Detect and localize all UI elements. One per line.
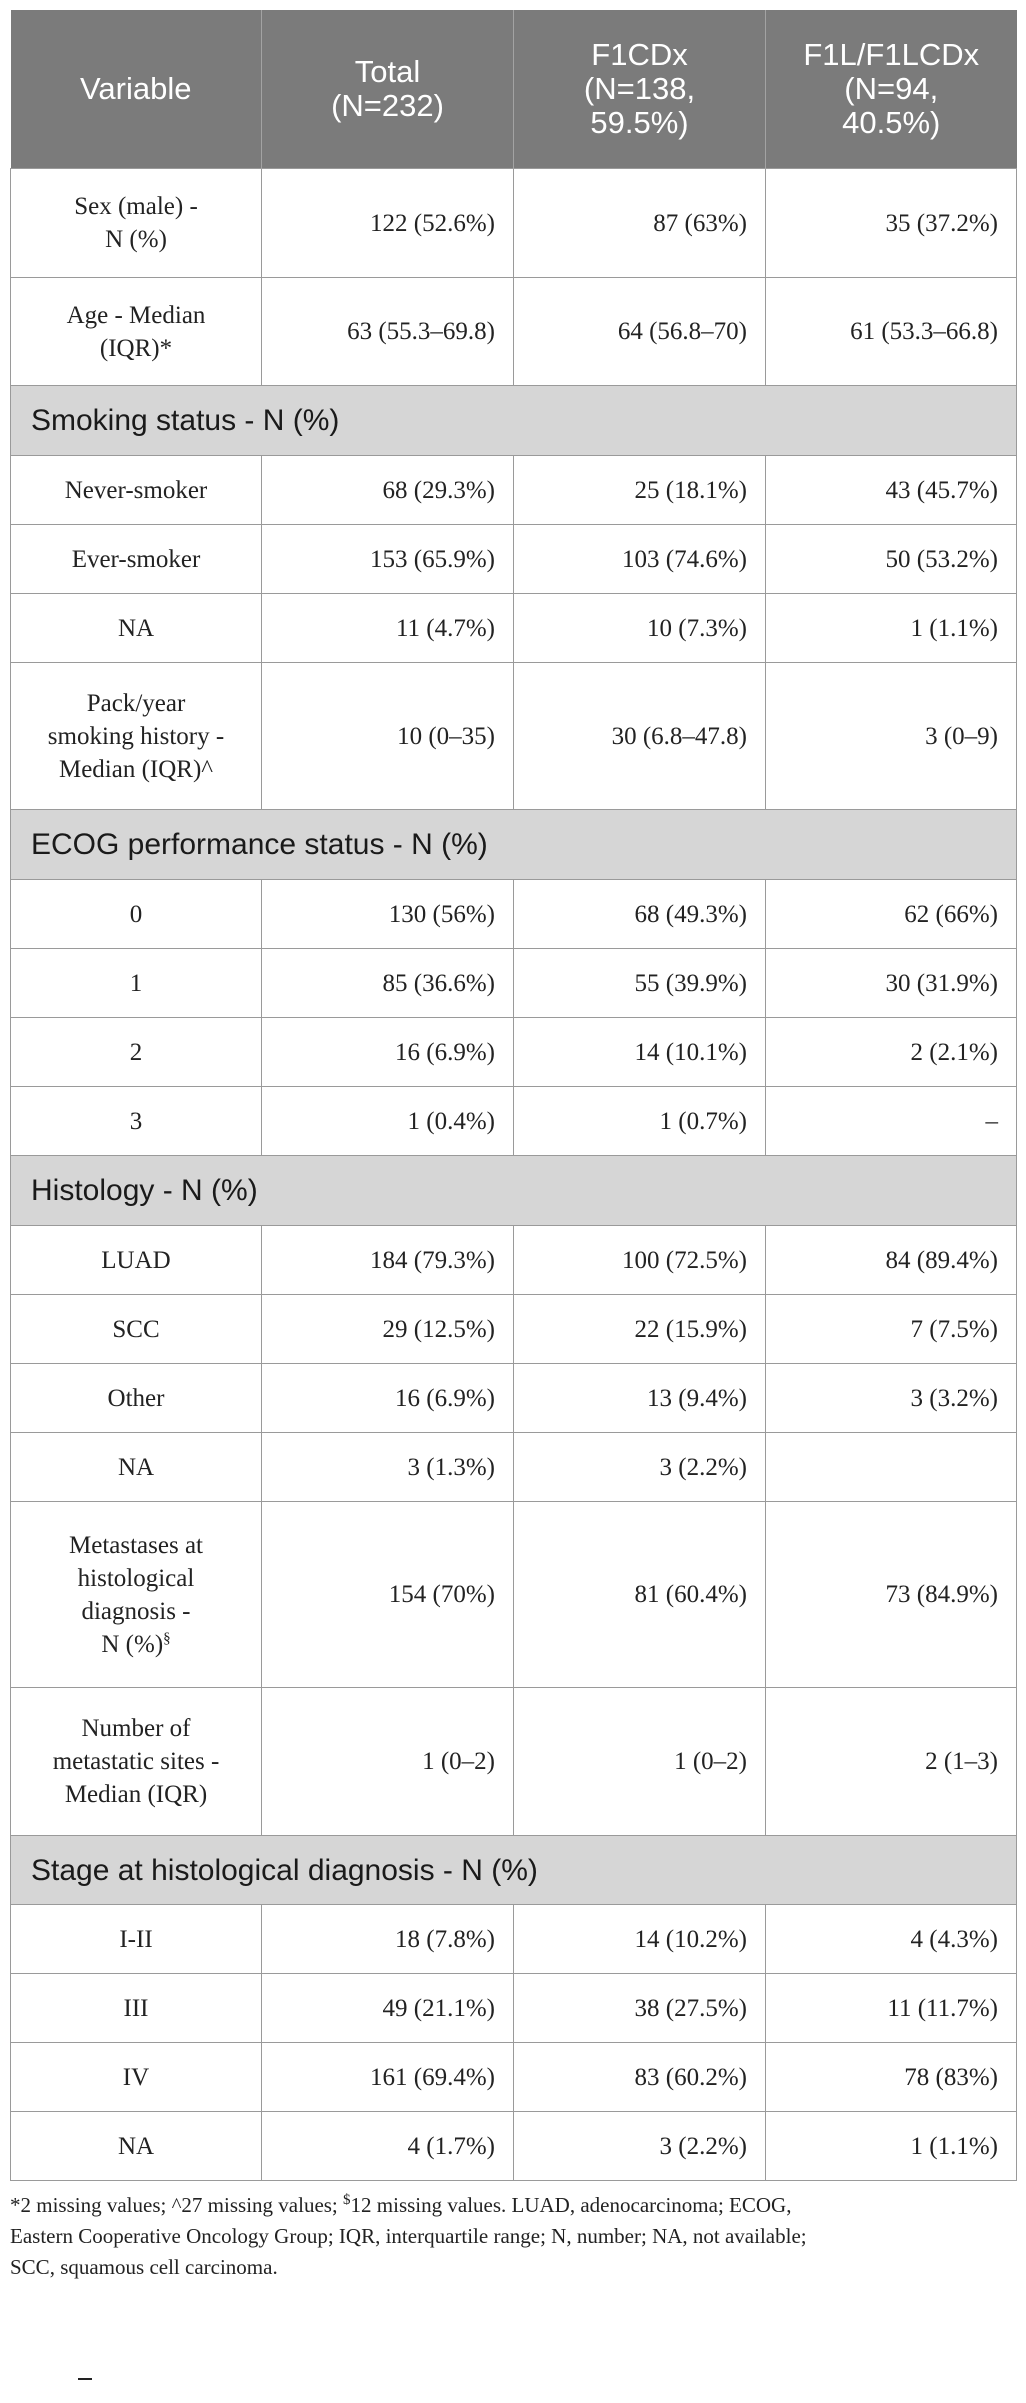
header-f1l-line3: 40.5%) (842, 105, 941, 140)
cell-f1cdx: 81 (60.4%) (514, 1502, 766, 1688)
row-label: NA (11, 2112, 262, 2181)
cell-f1cdx: 14 (10.1%) (514, 1018, 766, 1087)
section-stage (11, 1836, 1017, 1905)
cell-f1l: 84 (89.4%) (766, 1226, 1017, 1295)
cell-f1cdx: 100 (72.5%) (514, 1226, 766, 1295)
table-row-luad (11, 1226, 1017, 1295)
cell-total: 1 (0.4%) (262, 1087, 514, 1156)
header-f1cdx-line1: F1CDx (591, 37, 688, 72)
cell-total: 4 (1.7%) (262, 2112, 514, 2181)
cell-total: 130 (56%) (262, 880, 514, 949)
cell-total: 68 (29.3%) (262, 456, 514, 525)
cell-f1cdx: 68 (49.3%) (514, 880, 766, 949)
header-f1cdx-line2: (N=138, (583, 71, 696, 106)
row-label: 2 (11, 1018, 262, 1087)
row-label: Ever-smoker (11, 525, 262, 594)
cell-f1l: 7 (7.5%) (766, 1295, 1017, 1364)
cell-f1cdx: 1 (0–2) (514, 1688, 766, 1836)
table-row-smoking-na (11, 594, 1017, 663)
table-row-ecog-0 (11, 880, 1017, 949)
header-variable-label: Variable (80, 71, 192, 106)
cell-f1cdx: 3 (2.2%) (514, 2112, 766, 2181)
cell-f1l: 50 (53.2%) (766, 525, 1017, 594)
table-footnote: *2 missing values; ^27 missing values; $12 missing values. LUAD, adenocarcinoma; ECOG, Eastern Cooperative Oncology Group; IQR, interquartile range; N, number; NA, not available; SCC, squamous cell carcinoma. (10, 2192, 807, 2279)
row-label: III (11, 1974, 262, 2043)
table-row-ecog-2 (11, 1018, 1017, 1087)
row-label: Metastases at histological diagnosis - N (%)§ (11, 1502, 262, 1688)
cell-total: 122 (52.6%) (262, 169, 514, 278)
cell-f1cdx: 38 (27.5%) (514, 1974, 766, 2043)
cell-f1cdx: 13 (9.4%) (514, 1364, 766, 1433)
cell-total: 49 (21.1%) (262, 1974, 514, 2043)
row-label: Age - Median (IQR)* (11, 278, 262, 386)
cell-f1l: 35 (37.2%) (766, 169, 1017, 278)
cell-f1cdx: 25 (18.1%) (514, 456, 766, 525)
cell-f1l: – (766, 1087, 1017, 1156)
cell-f1cdx: 10 (7.3%) (514, 594, 766, 663)
cell-f1l: 1 (1.1%) (766, 2112, 1017, 2181)
cell-f1l: 3 (0–9) (766, 663, 1017, 810)
header-variable (11, 10, 262, 169)
cell-f1cdx: 3 (2.2%) (514, 1433, 766, 1502)
cell-f1cdx: 64 (56.8–70) (514, 278, 766, 386)
table-row-stage-iii (11, 1974, 1017, 2043)
cell-f1l: 1 (1.1%) (766, 594, 1017, 663)
cell-f1cdx: 87 (63%) (514, 169, 766, 278)
table-row-ever-smoker (11, 525, 1017, 594)
cell-total: 1 (0–2) (262, 1688, 514, 1836)
cell-total: 184 (79.3%) (262, 1226, 514, 1295)
cell-f1l: 2 (1–3) (766, 1688, 1017, 1836)
cell-total: 153 (65.9%) (262, 525, 514, 594)
cell-f1l: 78 (83%) (766, 2043, 1017, 2112)
row-label: 1 (11, 949, 262, 1018)
section-smoking (11, 386, 1017, 456)
cell-total: 16 (6.9%) (262, 1018, 514, 1087)
section-title: Smoking status - N (%) (11, 386, 1017, 456)
section-ecog (11, 810, 1017, 880)
cell-total: 29 (12.5%) (262, 1295, 514, 1364)
header-f1l-line2: (N=94, (844, 71, 939, 106)
row-label: Never-smoker (11, 456, 262, 525)
cell-f1l: 11 (11.7%) (766, 1974, 1017, 2043)
header-total-line2: (N=232) (331, 88, 444, 123)
table-row-metastatic-sites (11, 1688, 1017, 1836)
row-label: NA (11, 1433, 262, 1502)
row-label: Other (11, 1364, 262, 1433)
header-f1cdx-line3: 59.5%) (590, 105, 689, 140)
section-title: ECOG performance status - N (%) (11, 810, 1017, 880)
cell-f1cdx: 1 (0.7%) (514, 1087, 766, 1156)
table-row-histology-na (11, 1433, 1017, 1502)
cell-f1l: 3 (3.2%) (766, 1364, 1017, 1433)
row-label: Number of metastatic sites - Median (IQR) (11, 1688, 262, 1836)
cell-total: 85 (36.6%) (262, 949, 514, 1018)
table-row-ecog-3 (11, 1087, 1017, 1156)
trailing-dash-mark (78, 2378, 92, 2380)
cell-total: 3 (1.3%) (262, 1433, 514, 1502)
table-row-stage-i-ii (11, 1905, 1017, 1974)
header-row (11, 10, 1017, 169)
cell-total: 154 (70%) (262, 1502, 514, 1688)
row-label: LUAD (11, 1226, 262, 1295)
table-row-ecog-1 (11, 949, 1017, 1018)
table-row-sex (11, 169, 1017, 278)
row-label: Pack/year smoking history - Median (IQR)^ (11, 663, 262, 810)
row-label: 3 (11, 1087, 262, 1156)
cell-f1l: 73 (84.9%) (766, 1502, 1017, 1688)
header-total (262, 10, 514, 169)
cell-f1l (766, 1433, 1017, 1502)
cell-total: 63 (55.3–69.8) (262, 278, 514, 386)
cell-f1l: 4 (4.3%) (766, 1905, 1017, 1974)
cell-f1l: 62 (66%) (766, 880, 1017, 949)
baseline-characteristics-table (10, 10, 1017, 2181)
cell-f1l: 30 (31.9%) (766, 949, 1017, 1018)
table-row-never-smoker (11, 456, 1017, 525)
header-f1l-line1: F1L/F1LCDx (803, 37, 980, 72)
table-row-other (11, 1364, 1017, 1433)
table-row-metastases (11, 1502, 1017, 1688)
cell-f1cdx: 22 (15.9%) (514, 1295, 766, 1364)
cell-f1cdx: 55 (39.9%) (514, 949, 766, 1018)
cell-f1cdx: 83 (60.2%) (514, 2043, 766, 2112)
section-title: Stage at histological diagnosis - N (%) (11, 1836, 1017, 1905)
header-f1cdx (514, 10, 766, 169)
table-container (10, 10, 1016, 2181)
cell-f1l: 2 (2.1%) (766, 1018, 1017, 1087)
section-histology (11, 1156, 1017, 1226)
table-row-stage-na (11, 2112, 1017, 2181)
cell-f1l: 61 (53.3–66.8) (766, 278, 1017, 386)
header-total-line1: Total (354, 54, 421, 89)
cell-f1cdx: 14 (10.2%) (514, 1905, 766, 1974)
row-label: SCC (11, 1295, 262, 1364)
table-row-scc (11, 1295, 1017, 1364)
table-row-stage-iv (11, 2043, 1017, 2112)
cell-total: 161 (69.4%) (262, 2043, 514, 2112)
cell-f1l: 43 (45.7%) (766, 456, 1017, 525)
cell-f1cdx: 30 (6.8–47.8) (514, 663, 766, 810)
table-row-age (11, 278, 1017, 386)
cell-total: 18 (7.8%) (262, 1905, 514, 1974)
cell-f1cdx: 103 (74.6%) (514, 525, 766, 594)
cell-total: 16 (6.9%) (262, 1364, 514, 1433)
row-label: 0 (11, 880, 262, 949)
row-label: Sex (male) - N (%) (11, 169, 262, 278)
cell-total: 11 (4.7%) (262, 594, 514, 663)
header-f1l (766, 10, 1017, 169)
row-label: I-II (11, 1905, 262, 1974)
cell-total: 10 (0–35) (262, 663, 514, 810)
row-label: NA (11, 594, 262, 663)
row-label: IV (11, 2043, 262, 2112)
table-row-pack-year (11, 663, 1017, 810)
section-title: Histology - N (%) (11, 1156, 1017, 1226)
